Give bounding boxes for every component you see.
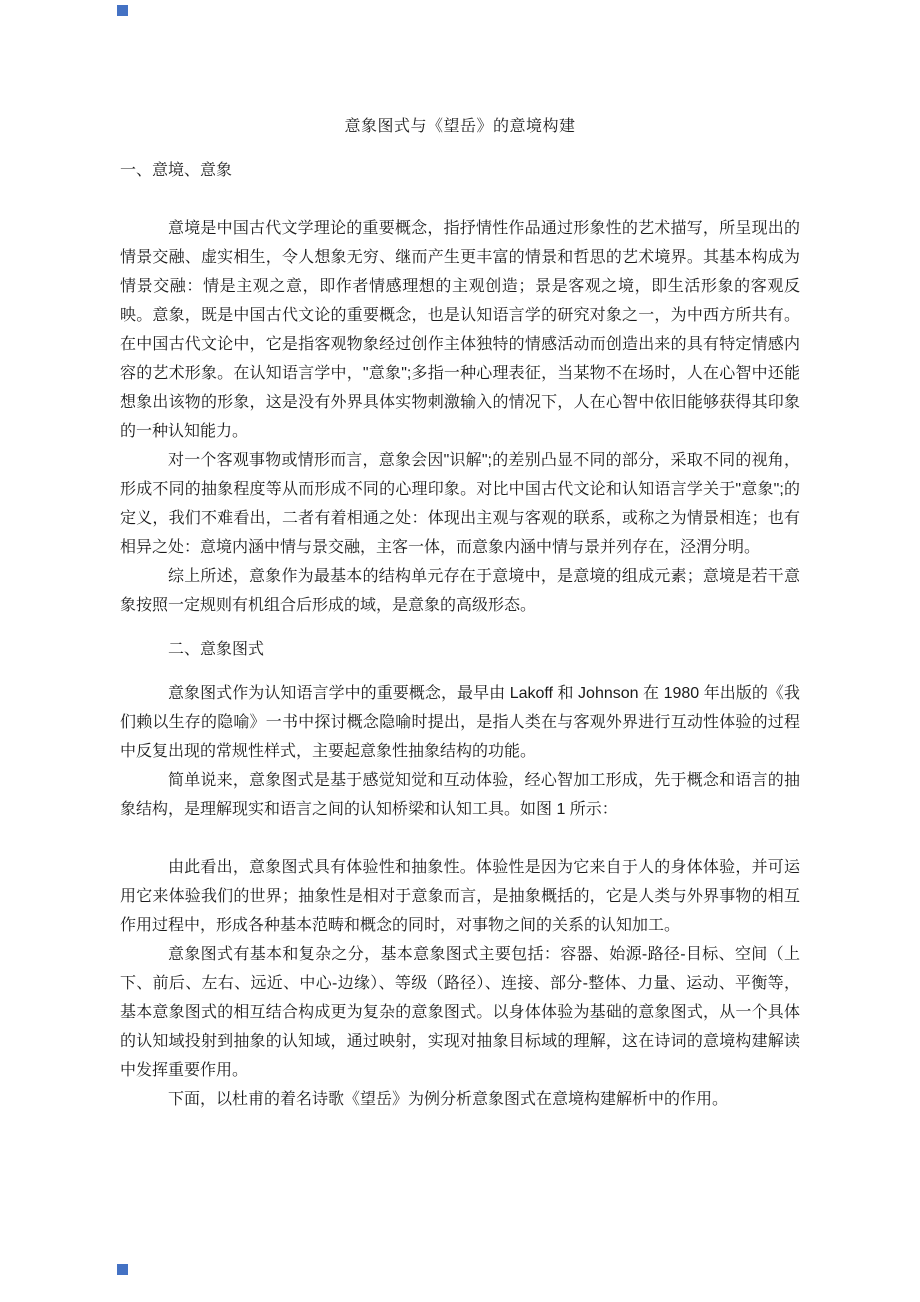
section-2-paragraph-5: 下面，以杜甫的着名诗歌《望岳》为例分析意象图式在意境构建解析中的作用。 xyxy=(168,1091,729,1108)
section-2-paragraph-3: 由此看出，意象图式具有体验性和抽象性。体验性是因为它来自于人的身体体验，并可运用它来体验我们的世界；抽象性是相对于意象而言，是抽象概括的，它是人类与外界事物的相互作用过程中，形成各种基本范畴和概念的同时，对事物之间的关系的认知加工。 xyxy=(120,859,800,934)
section-2-paragraph-4: 意象图式有基本和复杂之分，基本意象图式主要包括：容器、始源-路径-目标、空间（上下、前后、左右、远近、中心-边缘）、等级（路径）、连接、部分-整体、力量、运动、平衡等，基本意象图式的相互结合构成更为复杂的意象图式。以身体体验为基础的意象图式，从一个具体的认知域投射到抽象的认知域，通过映射，实现对抽象目标域的理解，这在诗词的意境构建解读中发挥重要作用。 xyxy=(120,946,800,1079)
spacer xyxy=(120,620,800,635)
section-1-paragraph-3: 综上所述，意象作为最基本的结构单元存在于意境中，是意境的组成元素；意境是若干意象按照一定规则有机组合后形成的域，是意象的高级形态。 xyxy=(120,568,800,614)
section-2-paragraph-2: 简单说来，意象图式是基于感觉知觉和互动体验，经心智加工形成，先于概念和语言的抽象结构，是理解现实和语言之间的认知桥梁和认知工具。如图 1 所示： xyxy=(120,772,800,818)
spacer xyxy=(120,664,800,679)
spacer xyxy=(120,185,800,214)
section-1-paragraph-2: 对一个客观事物或情形而言，意象会因"识解";的差别凸显不同的部分，采取不同的视角，形成不同的抽象程度等从而形成不同的心理印象。对比中国古代文论和认知语言学关于"意象";的定义，我们不难看出，二者有着相通之处：体现出主观与客观的联系，或称之为情景相连；也有相异之处：意境内涵中情与景交融，主客一体，而意象内涵中情与景并列存在，泾渭分明。 xyxy=(120,452,800,556)
section-2-paragraph-1: 意象图式作为认知语言学中的重要概念，最早由 Lakoff 和 Johnson 在 1980 年出版的《我们赖以生存的隐喻》一书中探讨概念隐喻时提出，是指人类在与客观外界进行互动性体验的过程中反复出现的常规性样式，主要起意象性抽象结构的功能。 xyxy=(120,685,800,760)
section-1-paragraph-1: 意境是中国古代文学理论的重要概念，指抒情性作品通过形象性的艺术描写，所呈现出的情景交融、虚实相生，令人想象无穷、继而产生更丰富的情景和哲思的艺术境界。其基本构成为情景交融：情是主观之意，即作者情感理想的主观创造；景是客观之境，即生活形象的客观反映。意象，既是中国古代文论的重要概念，也是认知语言学的研究对象之一，为中西方所共有。在中国古代文论中，它是指客观物象经过创作主体独特的情感活动而创造出来的具有特定情感内容的艺术形象。在认知语言学中，"意象";多指一种心理表征，当某物不在场时，人在心智中还能想象出该物的形象，这是没有外界具体实物刺激输入的情况下，人在心智中依旧能够获得其印象的一种认知能力。 xyxy=(120,220,800,440)
spacer xyxy=(120,141,800,156)
section-1-heading: 一、意境、意象 xyxy=(120,162,233,179)
document-title: 意象图式与《望岳》的意境构建 xyxy=(344,118,576,135)
section-2-heading: 二、意象图式 xyxy=(168,641,265,658)
page-anchor-marker-bottom xyxy=(117,1264,128,1275)
page-anchor-marker-top xyxy=(117,5,128,16)
figure-1-placeholder xyxy=(120,824,800,853)
